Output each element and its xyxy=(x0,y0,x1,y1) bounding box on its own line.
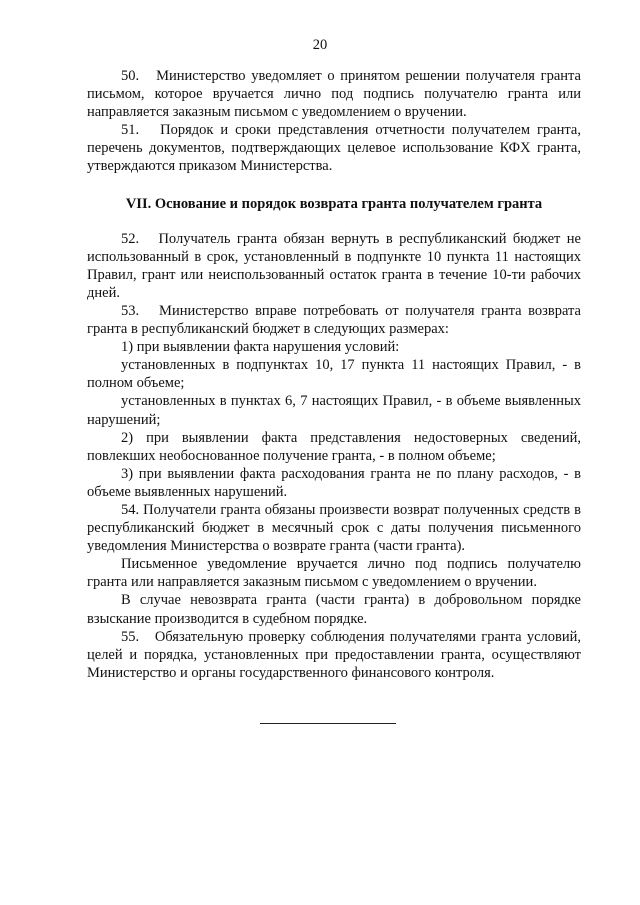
document-body xyxy=(87,67,581,682)
paragraph-53: 53. Министерство вправе потребовать от получателя гранта возврата гранта в республиканский бюджет в следующих размерах: xyxy=(87,302,581,338)
subclause-1-item-a: установленных в подпунктах 10, 17 пункта 11 настоящих Правил, - в полном объеме; xyxy=(87,357,581,392)
page-number: 20 xyxy=(312,37,328,53)
subclause-1-item-b: установленных в пунктах 6, 7 настоящих Правил, - в объеме выявленных нарушений; xyxy=(87,393,581,428)
section-heading: VII. Основание и порядок возврата гранта получателем гранта xyxy=(125,195,543,212)
closing-rule xyxy=(260,723,396,724)
paragraph-52: 52. Получатель гранта обязан вернуть в республиканский бюджет не использованный в срок, установленный в подпункте 10 пункта 11 настоящих Правил, грант или неиспользованный остаток гранта в течение 10-ти рабочих дней. xyxy=(87,230,581,301)
paragraph-55: 55. Обязательную проверку соблюдения получателями гранта условий, целей и порядка, установленных при предоставлении гранта, осуществляют Министерство и органы государственного финансового контроля. xyxy=(87,628,581,681)
paragraph-54-recovery: В случае невозврата гранта (части гранта) в добровольном порядке взыскание производится в судебном порядке. xyxy=(87,592,581,627)
subclause-2: 2) при выявлении факта представления недостоверных сведений, повлекших необоснованное получение гранта, - в полном объеме; xyxy=(87,429,581,464)
paragraph-54-notice: Письменное уведомление вручается лично под подпись получателю гранта или направляется заказным письмом с уведомлением о вручении. xyxy=(87,556,581,591)
paragraph-54: 54. Получатели гранта обязаны произвести возврат полученных средств в республиканский бюджет в месячный срок с даты получения письменного уведомления Министерства о возврате гранта (части гранта). xyxy=(87,501,581,555)
subclause-1: 1) при выявлении факта нарушения условий: xyxy=(121,339,400,356)
paragraph-51: 51. Порядок и сроки представления отчетности получателем гранта, перечень документов, подтверждающих целевое использование КФХ гранта, утверждаются приказом Министерства. xyxy=(87,122,581,175)
subclause-3: 3) при выявлении факта расходования гранта не по плану расходов, - в объеме выявленных нарушений. xyxy=(87,465,581,500)
paragraph-50: 50. Министерство уведомляет о принятом решении получателя гранта письмом, которое вручается лично под подпись получателю гранта или направляется заказным письмом с уведомлением о вручении. xyxy=(87,68,581,121)
